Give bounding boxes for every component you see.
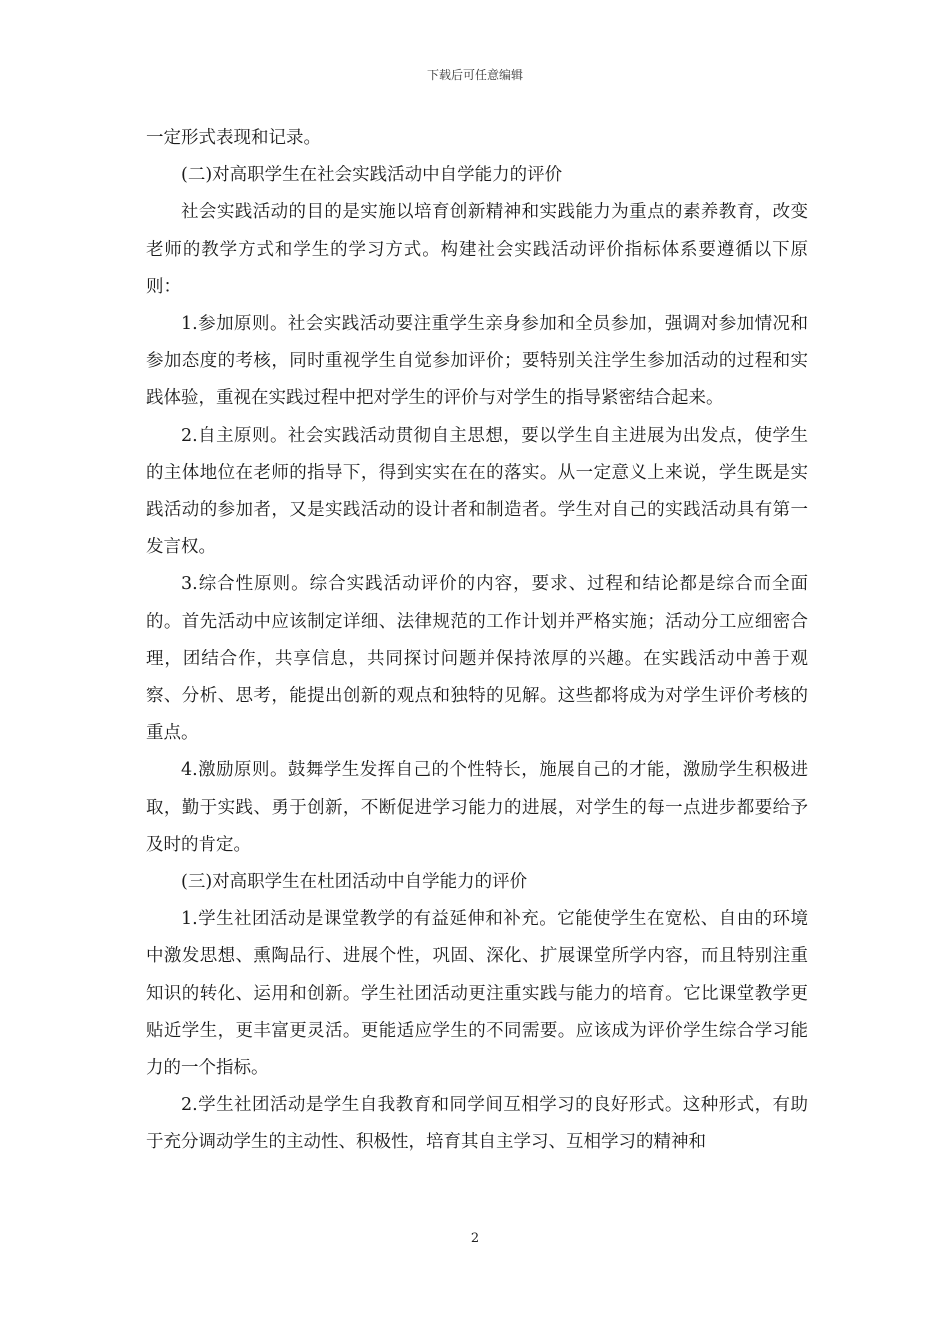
body-text <box>146 120 808 1162</box>
paragraph: 4.激励原则。鼓舞学生发挥自己的个性特长，施展自己的才能，激励学生积极进取，勤于实践、勇于创新，不断促进学习能力的进展，对学生的每一点进步都要给予及时的肯定。 <box>146 760 808 855</box>
paragraph: 2.学生社团活动是学生自我教育和同学间互相学习的良好形式。这种形式，有助于充分调动学生的主动性、积极性，培育其自主学习、互相学习的精神和 <box>146 1095 808 1153</box>
paragraph: 3.综合性原则。综合实践活动评价的内容，要求、过程和结论都是综合而全面的。首先活动中应该制定详细、法律规范的工作计划并严格实施；活动分工应细密合理，团结合作，共享信息，共同探讨问题并保持浓厚的兴趣。在实践活动中善于观察、分析、思考，能提出创新的观点和独特的见解。这些都将成为对学生评价考核的重点。 <box>146 574 808 744</box>
section-heading: (二)对高职学生在社会实践活动中自学能力的评价 <box>181 165 563 186</box>
paragraph: 1.学生社团活动是课堂教学的有益延伸和补充。它能使学生在宽松、自由的环境中激发思想、熏陶品行、进展个性，巩固、深化、扩展课堂所学内容，而且特别注重知识的转化、运用和创新。学生社团活动更注重实践与能力的培育。它比课堂教学更贴近学生，更丰富更灵活。更能适应学生的不同需要。应该成为评价学生综合学习能力的一个指标。 <box>146 909 808 1079</box>
paragraph: 1.参加原则。社会实践活动要注重学生亲身参加和全员参加，强调对参加情况和参加态度的考核，同时重视学生自觉参加评价；要特别关注学生参加活动的过程和实践体验，重视在实践过程中把对学生的评价与对学生的指导紧密结合起来。 <box>146 314 808 409</box>
paragraph: 社会实践活动的目的是实施以培育创新精神和实践能力为重点的素养教育，改变老师的教学方式和学生的学习方式。构建社会实践活动评价指标体系要遵循以下原则： <box>146 202 808 297</box>
section-heading: (三)对高职学生在杜团活动中自学能力的评价 <box>181 872 528 893</box>
page-header: 下载后可任意编辑 <box>426 68 523 82</box>
page-number: 2 <box>470 1231 480 1246</box>
paragraph: 2.自主原则。社会实践活动贯彻自主思想，要以学生自主进展为出发点，使学生的主体地位在老师的指导下，得到实实在在的落实。从一定意义上来说，学生既是实践活动的参加者，又是实践活动的设计者和制造者。学生对自己的实践活动具有第一发言权。 <box>146 425 808 558</box>
paragraph: 一定形式表现和记录。 <box>146 128 321 148</box>
